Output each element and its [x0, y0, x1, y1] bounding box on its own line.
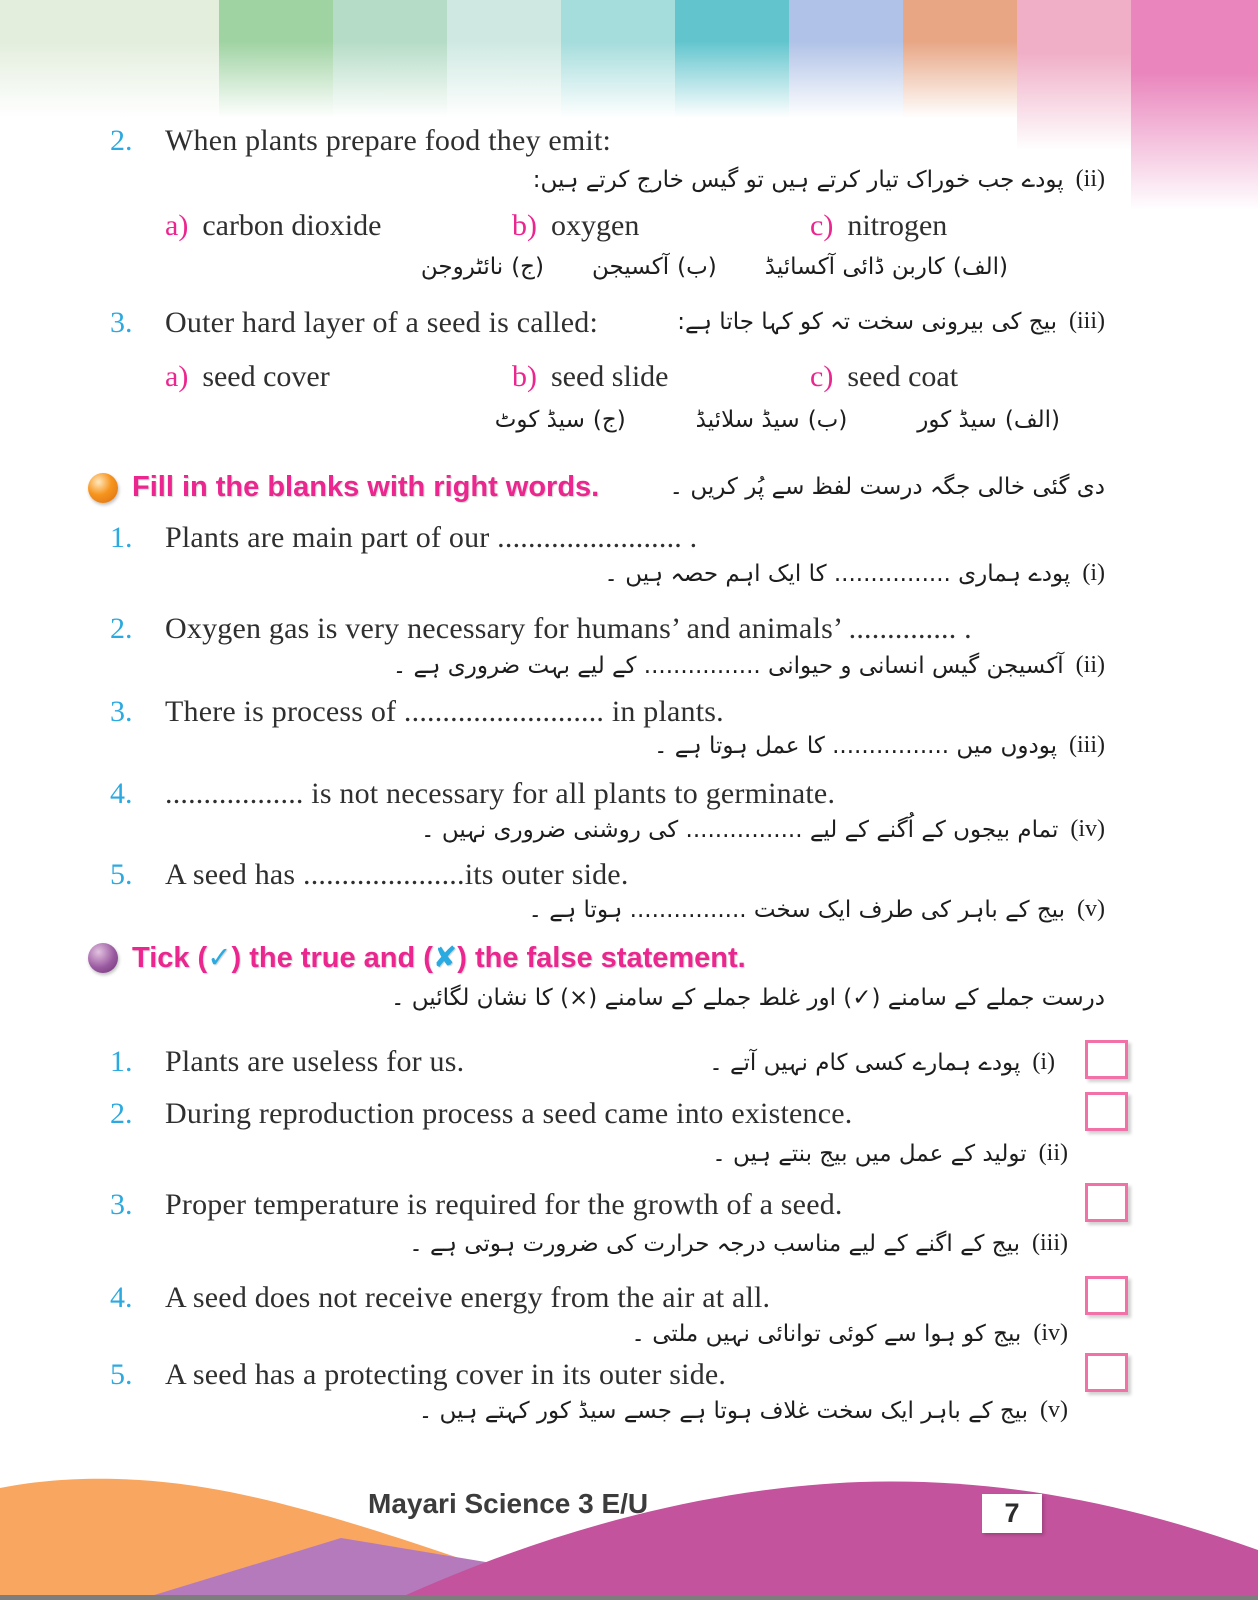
watercolor-tile	[333, 0, 447, 118]
item-number: 4.	[110, 777, 133, 810]
mcq-question-2-urdu	[533, 166, 1105, 193]
mcq-q3-options-urdu	[495, 407, 1060, 433]
fill-item-1	[0, 521, 1258, 561]
fill-item-5	[0, 858, 1258, 898]
option-letter: b)	[512, 209, 537, 242]
urdu-item-label: (iv)	[1070, 816, 1105, 842]
watercolor-band	[0, 0, 1258, 118]
urdu-item-label: (ii)	[1075, 652, 1105, 678]
statement-number: 2.	[110, 1097, 133, 1130]
question-text-ur: بیج کی بیرونی سخت تہ کو کہا جاتا ہے:	[677, 308, 1057, 335]
option-text: nitrogen	[847, 209, 948, 242]
option-text-ur: آکسیجن	[591, 254, 670, 280]
statement-text-en: Proper temperature is required for the growth of a seed.	[165, 1188, 843, 1221]
item-text-ur: تمام بیجوں کے اُگنے کے لیے ................ کی روشنی ضروری نہیں ۔	[421, 816, 1059, 843]
option-letter: a)	[165, 360, 189, 393]
option-b[interactable]	[512, 209, 639, 243]
option-letter-ur: (ب)	[677, 254, 717, 280]
option-a-urdu	[765, 254, 1008, 280]
option-b[interactable]	[512, 360, 668, 394]
watercolor-tile	[561, 0, 675, 118]
statement-number: 1.	[110, 1045, 133, 1078]
item-number: 1.	[110, 521, 133, 554]
urdu-item-label: (iii)	[1069, 308, 1105, 334]
statement-text-ur: پودے ہمارے کسی کام نہیں آتے ۔	[709, 1049, 1021, 1076]
watercolor-tile	[789, 0, 903, 118]
option-letter: c)	[810, 209, 834, 242]
tick-statement-2-urdu	[712, 1140, 1068, 1167]
tick-checkbox-3[interactable]	[1085, 1183, 1128, 1222]
statement-text-en: During reproduction process a seed came into existence.	[165, 1097, 853, 1130]
fill-heading-text: Fill in the blanks with right words.	[132, 471, 600, 503]
option-b-urdu	[696, 407, 848, 433]
option-a[interactable]	[165, 209, 381, 243]
urdu-item-label: (iii)	[1032, 1230, 1068, 1256]
cross-icon: ✘	[432, 940, 458, 974]
statement-text-en: A seed does not receive energy from the air at all.	[165, 1281, 771, 1314]
fill-section-heading-urdu	[670, 474, 1105, 500]
book-title: Mayari Science 3 E/U	[368, 1488, 649, 1519]
fill-heading-text-ur: دی گئی خالی جگہ درست لفظ سے پُر کریں ۔	[669, 474, 1105, 500]
urdu-item-label: (i)	[1032, 1049, 1055, 1075]
option-letter-ur: (الف)	[1004, 407, 1060, 433]
watercolor-tile	[447, 0, 561, 118]
statement-text-en: Plants are useless for us.	[165, 1045, 465, 1078]
tick-section-heading-urdu	[391, 985, 1105, 1011]
footer-waves	[0, 1450, 1258, 1600]
option-letter-ur: (ب)	[807, 407, 848, 433]
option-b-urdu	[592, 254, 717, 280]
option-text-ur: کاربن ڈائی آکسائیڈ	[764, 254, 945, 280]
mcq-q2-options-urdu	[421, 254, 1008, 280]
fill-item-1-urdu	[604, 560, 1105, 587]
tick-heading-pre: Tick (	[132, 942, 208, 974]
statement-number: 5.	[110, 1358, 133, 1391]
item-text-en: Oxygen gas is very necessary for humans’ and animals’ .............. .	[165, 612, 972, 645]
tick-heading-text-ur: درست جملے کے سامنے (✓) اور غلط جملے کے سامنے (×) کا نشان لگائیں ۔	[391, 985, 1105, 1011]
question-number: 3.	[110, 306, 133, 339]
orange-bullet-icon	[88, 473, 118, 503]
option-a-urdu	[917, 407, 1060, 433]
tick-statement-5-urdu	[419, 1397, 1068, 1424]
mcq-question-2	[0, 124, 1258, 164]
urdu-item-label: (i)	[1082, 560, 1105, 586]
item-number: 3.	[110, 695, 133, 728]
option-text: seed coat	[847, 360, 959, 393]
option-text: seed slide	[551, 360, 669, 393]
item-text-en: .................. is not necessary for all plants to germinate.	[165, 777, 836, 810]
item-text-en: There is process of .......................... in plants.	[165, 695, 724, 728]
tick-statement-4	[0, 1281, 1258, 1321]
item-number: 2.	[110, 612, 133, 645]
page-number-badge: 7	[982, 1494, 1042, 1533]
page-bottom-edge	[0, 1595, 1258, 1600]
option-text-ur: سیڈ سلائیڈ	[695, 407, 800, 433]
mcq-question-3-urdu	[677, 308, 1105, 335]
fill-item-3	[0, 695, 1258, 735]
urdu-item-label: (ii)	[1038, 1140, 1068, 1166]
statement-text-ur: بیج کے اگنے کے لیے مناسب درجہ حرارت کی ضرورت ہوتی ہے ۔	[409, 1230, 1020, 1257]
item-number: 5.	[110, 858, 133, 891]
tick-statement-2	[0, 1097, 1258, 1137]
tick-heading-text	[132, 940, 746, 975]
item-text-ur: آکسیجن گیس انسانی و حیوانی ................ کے لیے بہت ضروری ہے ۔	[392, 652, 1064, 679]
urdu-item-label: (iii)	[1069, 732, 1105, 758]
watercolor-tile	[675, 0, 789, 118]
watercolor-tile	[1131, 0, 1258, 210]
checkmark-icon: ✓	[207, 940, 232, 974]
option-letter: a)	[165, 209, 189, 242]
option-a[interactable]	[165, 360, 330, 394]
tick-statement-4-urdu	[631, 1320, 1068, 1347]
option-c-urdu	[495, 407, 626, 433]
fill-item-4	[0, 777, 1258, 817]
urdu-item-label: (v)	[1040, 1397, 1068, 1423]
option-letter-ur: (الف)	[952, 254, 1008, 280]
option-text: oxygen	[551, 209, 640, 242]
option-letter-ur: (ج)	[511, 254, 544, 280]
watercolor-tile	[219, 0, 333, 118]
option-text-ur: سیڈ کوٹ	[494, 407, 585, 433]
statement-text-ur: تولید کے عمل میں بیج بنتے ہیں ۔	[712, 1140, 1027, 1167]
fill-section-heading	[88, 471, 599, 504]
tick-statement-3-urdu	[409, 1230, 1068, 1257]
statement-number: 3.	[110, 1188, 133, 1221]
question-text-en: When plants prepare food they emit:	[165, 124, 612, 157]
tick-statement-1-urdu	[709, 1049, 1055, 1076]
tick-checkbox-1[interactable]	[1085, 1040, 1128, 1079]
question-text-ur: پودے جب خوراک تیار کرتے ہیں تو گیس خارج کرتے ہیں:	[532, 166, 1064, 193]
item-text-ur: پودوں میں ................ کا عمل ہوتا ہے ۔	[653, 732, 1057, 759]
item-text-ur: بیج کے باہر کی طرف ایک سخت ................ ہوتا ہے ۔	[528, 896, 1066, 923]
fill-item-5-urdu	[529, 896, 1106, 923]
mcq-q3-options	[0, 360, 1258, 400]
question-text-en: Outer hard layer of a seed is called:	[165, 306, 599, 339]
option-letter-ur: (ج)	[592, 407, 626, 433]
option-text-ur: نائٹروجن	[420, 254, 504, 280]
watercolor-tile	[903, 0, 1017, 118]
fill-item-4-urdu	[421, 816, 1105, 843]
tick-statement-5	[0, 1358, 1258, 1398]
option-text-ur: سیڈ کور	[917, 407, 997, 433]
watercolor-tile	[0, 0, 219, 118]
tick-heading-post: ) the false statement.	[457, 942, 746, 974]
urdu-item-label: (ii)	[1075, 166, 1105, 192]
item-text-ur: پودے ہماری ................ کا ایک اہم حصہ ہیں ۔	[604, 560, 1071, 587]
tick-statement-1	[0, 1045, 1258, 1085]
purple-bullet-icon	[88, 943, 118, 973]
item-text-en: A seed has .....................its outer side.	[165, 858, 629, 891]
option-c-urdu	[421, 254, 544, 280]
option-letter: b)	[512, 360, 537, 393]
mcq-q2-options	[0, 209, 1258, 249]
statement-number: 4.	[110, 1281, 133, 1314]
tick-checkbox-5[interactable]	[1085, 1353, 1128, 1392]
fill-item-2-urdu	[393, 652, 1105, 679]
tick-statement-3	[0, 1188, 1258, 1228]
tick-checkbox-4[interactable]	[1085, 1276, 1128, 1315]
urdu-item-label: (iv)	[1033, 1320, 1068, 1346]
option-text: carbon dioxide	[202, 209, 382, 242]
tick-heading-mid: ) the true and (	[231, 942, 433, 974]
statement-text-ur: بیج کے باہر ایک سخت غلاف ہوتا ہے جسے سیڈ کور کہتے ہیں ۔	[418, 1397, 1029, 1424]
fill-item-3-urdu	[654, 732, 1105, 759]
item-text-en: Plants are main part of our ........................ .	[165, 521, 698, 554]
option-letter: c)	[810, 360, 834, 393]
urdu-item-label: (v)	[1077, 896, 1105, 922]
tick-checkbox-2[interactable]	[1085, 1092, 1128, 1131]
option-c[interactable]	[810, 360, 958, 394]
statement-text-ur: بیج کو ہوا سے کوئی توانائی نہیں ملتی ۔	[631, 1320, 1022, 1347]
fill-item-2	[0, 612, 1258, 652]
question-number: 2.	[110, 124, 133, 157]
option-text: seed cover	[202, 360, 330, 393]
option-c[interactable]	[810, 209, 947, 243]
tick-section-heading	[88, 940, 746, 975]
statement-text-en: A seed has a protecting cover in its outer side.	[165, 1358, 727, 1391]
